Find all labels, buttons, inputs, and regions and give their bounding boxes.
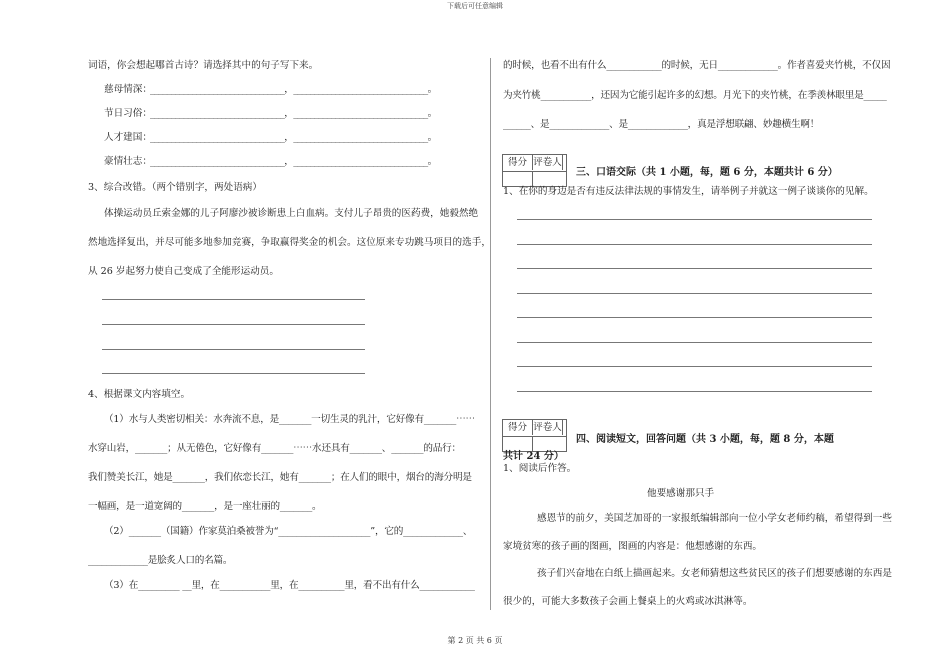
q4-title: 4、根据课文内容填空。 bbox=[88, 389, 191, 400]
q4-line-2[interactable]: 水穿山岩，_______；从无倦色，它好像有_______⋯⋯水还具有_______、_______的品行： bbox=[88, 443, 461, 454]
reviewer-label: 评卷人 bbox=[533, 422, 562, 433]
poem-blank-3[interactable]: ________________________________，________________________________。 bbox=[150, 132, 437, 143]
answer-line[interactable] bbox=[517, 219, 872, 220]
q4-line-3[interactable]: 我们赞美长江，她是_______，我们依恋长江，她有_______；在人们的眼中，烟台的海分明是 bbox=[88, 472, 472, 483]
answer-line[interactable] bbox=[102, 324, 365, 325]
answer-line[interactable] bbox=[517, 317, 872, 318]
answer-line[interactable] bbox=[517, 342, 872, 343]
poem-blank-4[interactable]: ________________________________，________________________________。 bbox=[150, 156, 437, 167]
answer-line[interactable] bbox=[517, 293, 872, 294]
q4-line-1[interactable]: （1）水与人类密切相关：水奔流不息，是_______一切生灵的乳汁，它好像有_______⋯⋯ bbox=[104, 414, 475, 425]
score-box bbox=[502, 419, 567, 452]
answer-line[interactable] bbox=[517, 391, 872, 392]
section-4-heading: 四、阅读短文，回答问题（共 3 小题，每，题 8 分，本题 bbox=[576, 434, 834, 445]
poem-label-2: 节日习俗： bbox=[104, 108, 152, 119]
section-4-question-1: 1、阅读后作答。 bbox=[503, 463, 577, 474]
page-header: 下载后可任意编辑 bbox=[447, 2, 503, 10]
section-3-heading: 三、口语交际（共 1 小题，每，题 6 分，本题共计 6 分） bbox=[576, 167, 838, 178]
right-paragraph-3[interactable]: ______、是_____________、是_____________，真是浮想联翩、妙趣横生啊！ bbox=[503, 119, 820, 130]
answer-line[interactable] bbox=[517, 366, 872, 367]
column-divider bbox=[490, 58, 491, 610]
passage-title: 他要感谢那只手 bbox=[647, 488, 715, 499]
poem-label-1: 慈母情深： bbox=[104, 84, 152, 95]
answer-line[interactable] bbox=[102, 349, 365, 350]
reviewer-label: 评卷人 bbox=[533, 157, 562, 168]
page-footer: 第 2 页 共 6 页 bbox=[447, 636, 503, 645]
q3-title: 3、综合改错。（两个错别字，两处语病） bbox=[88, 182, 262, 193]
right-paragraph-2[interactable]: 为夹竹桃___________，还因为它能引起许多的幻想。月光下的夹竹桃，在季羡林眼里是_____ bbox=[503, 90, 887, 101]
score-label: 得分 bbox=[503, 155, 533, 170]
answer-line[interactable] bbox=[102, 373, 365, 374]
score-label: 得分 bbox=[503, 420, 533, 435]
passage-paragraph-1: 感恩节的前夕，美国芝加哥的一家报纸编辑部向一位小学女老师约稿，希望得到一些 bbox=[537, 513, 892, 524]
q4-line-4[interactable]: 一幅画，是一道宽阔的_______，是一座壮丽的_______。 bbox=[88, 501, 322, 512]
answer-line[interactable] bbox=[517, 268, 872, 269]
section-3-question-1: 1、在你的身边是否有违反法律法规的事情发生，请举例子并就这一例子谈谈你的见解。 bbox=[503, 186, 874, 197]
answer-line[interactable] bbox=[517, 244, 872, 245]
section-4-heading-cont: 共计 24 分） bbox=[503, 451, 564, 462]
poem-label-4: 豪情壮志： bbox=[104, 156, 152, 167]
poem-blank-2[interactable]: ________________________________，________________________________。 bbox=[150, 108, 437, 119]
poem-blank-1[interactable]: ________________________________，________________________________。 bbox=[150, 84, 437, 95]
answer-line[interactable] bbox=[102, 299, 365, 300]
poem-intro: 词语，你会想起哪首古诗？请选择其中的句子写下来。 bbox=[88, 60, 319, 71]
q4-line-7[interactable]: （3）在_________ __里，在___________里，在__________里，看不出有什么____________ bbox=[104, 580, 475, 591]
passage-paragraph-3: 孩子们兴奋地在白纸上描画起来。女老师猜想这些贫民区的孩子们想要感谢的东西是 bbox=[537, 568, 892, 579]
right-paragraph-1[interactable]: 的时候，也看不出有什么____________的时候，无日_____________。作者喜爱夹竹桃，不仅因 bbox=[503, 60, 891, 71]
q4-line-5[interactable]: （2）_______（国籍）作家莫泊桑被誉为“____________________”，它的_____________、 bbox=[104, 526, 473, 537]
q4-line-6[interactable]: _____________是脍炙人口的名篇。 bbox=[88, 555, 233, 566]
q3-paragraph-2: 然地选择复出，并尽可能多地参加竞赛，争取赢得奖金的机会。这位原来专功跳马项目的选手， bbox=[88, 237, 491, 248]
passage-paragraph-4: 很少的，可能大多数孩子会画上餐桌上的火鸡或冰淇淋等。 bbox=[503, 596, 753, 607]
score-box bbox=[502, 154, 567, 187]
q3-paragraph-3: 从 26 岁起努力使自己变成了全能形运动员。 bbox=[88, 266, 279, 277]
q3-paragraph-1: 体操运动员丘索金娜的儿子阿廖沙被诊断患上白血病。支付儿子昂贵的医药费，她毅然绝 bbox=[104, 208, 479, 219]
passage-paragraph-2: 家境贫寒的孩子画的图画，图画的内容是：他想感谢的东西。 bbox=[503, 541, 763, 552]
poem-label-3: 人才建国： bbox=[104, 132, 152, 143]
